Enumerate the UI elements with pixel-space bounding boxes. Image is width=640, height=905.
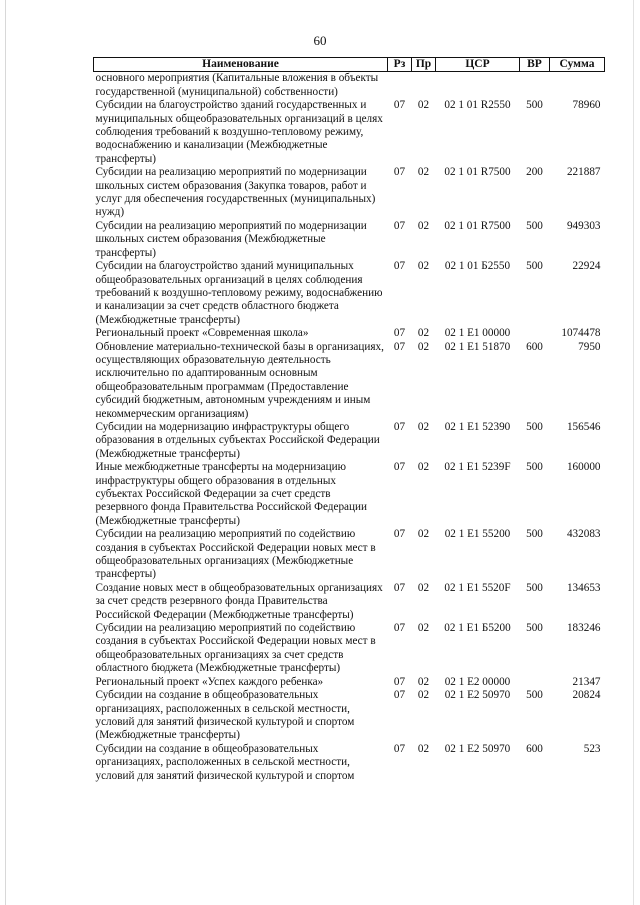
- header-sum: Сумма: [550, 58, 605, 72]
- cell-pr: 02: [417, 166, 430, 179]
- cell-sum: 134653: [566, 581, 601, 594]
- cell-sum: 949303: [566, 219, 601, 232]
- cell-sum: 1074478: [561, 327, 601, 340]
- cell-name: Создание новых мест в общеобразовательных организациях за счет средств резервного фонда Правительства Российской Федерации (Межбюджетные трансферты): [95, 581, 383, 621]
- cell-name: Субсидии на благоустройство зданий муниципальных общеобразовательных организаций в целях соблюдения требований к воздушно-тепловому режиму, водоснабжению и канализации за счет средств областного бюджета (Межбюджетные трансферты): [95, 260, 383, 326]
- cell-csr: 02 1 Е1 52390: [444, 420, 511, 433]
- scan-edge-left: [5, 0, 6, 905]
- table-row: [94, 528, 605, 582]
- cell-rz: 07: [393, 675, 406, 688]
- cell-rz: 07: [393, 340, 406, 353]
- cell-vr: 500: [526, 99, 543, 112]
- cell-pr: 02: [417, 260, 430, 273]
- cell-sum: 183246: [566, 622, 601, 635]
- table-row: [94, 260, 605, 327]
- table-row: [94, 327, 605, 340]
- cell-sum: 7950: [578, 340, 601, 353]
- table-row: [94, 743, 605, 783]
- table-body: [94, 72, 605, 783]
- cell-rz: 07: [393, 528, 406, 541]
- cell-csr: 02 1 Е1 00000: [444, 327, 511, 340]
- table-row: [94, 461, 605, 528]
- cell-pr: 02: [417, 327, 430, 340]
- table-header-row: [94, 58, 605, 72]
- cell-sum: 523: [583, 742, 601, 755]
- cell-rz: 07: [393, 420, 406, 433]
- cell-rz: 07: [393, 689, 406, 702]
- cell-name: Субсидии на реализацию мероприятий по модернизации школьных систем образования (Межбюджетные трансферты): [95, 219, 367, 259]
- cell-vr: 500: [526, 581, 543, 594]
- header-pr: Пр: [412, 58, 436, 72]
- cell-vr: 500: [526, 528, 543, 541]
- header-name: Наименование: [94, 58, 388, 72]
- cell-rz: 07: [393, 166, 406, 179]
- cell-vr: 600: [526, 340, 543, 353]
- cell-name: Субсидии на благоустройство зданий государственных и муниципальных общеобразовательных организаций в целях соблюдения требований к воздушно-тепловому режиму, водоснабжению и канализации (Межбюджетные трансферты): [95, 99, 383, 165]
- table-row: [94, 99, 605, 166]
- cell-sum: 78960: [572, 99, 601, 112]
- cell-csr: 02 1 Е1 55200: [444, 528, 511, 541]
- table-row: [94, 622, 605, 676]
- cell-sum: 160000: [566, 461, 601, 474]
- cell-pr: 02: [417, 622, 430, 635]
- header-rz: Рз: [388, 58, 412, 72]
- cell-rz: [388, 72, 412, 99]
- cell-vr: 500: [526, 219, 543, 232]
- cell-rz: 07: [393, 99, 406, 112]
- cell-rz: 07: [393, 622, 406, 635]
- table-row: [94, 72, 605, 99]
- cell-rz: 07: [393, 581, 406, 594]
- header-vr: ВР: [520, 58, 550, 72]
- cell-name: Субсидии на создание в общеобразовательных организациях, расположенных в сельской местности, условий для занятий физической культурой и спортом: [95, 742, 355, 782]
- cell-pr: 02: [417, 528, 430, 541]
- cell-csr: [436, 72, 520, 99]
- cell-pr: 02: [417, 420, 430, 433]
- cell-name: Субсидии на реализацию мероприятий по содействию создания в субъектах Российской Федерации новых мест в общеобразовательных организациях за счет средств областного бюджета (Межбюджетные трансферты): [95, 622, 376, 675]
- cell-csr: 02 1 Е1 5239F: [444, 461, 511, 474]
- table-row: [94, 689, 605, 743]
- cell-vr: [520, 676, 550, 689]
- cell-csr: 02 1 01 R7500: [444, 166, 511, 179]
- table-row: [94, 220, 605, 260]
- cell-sum: 221887: [566, 166, 601, 179]
- cell-rz: 07: [393, 461, 406, 474]
- cell-name: Иные межбюджетные трансферты на модернизацию инфраструктуры общего образования в отдельных субъектах Российской Федерации за счет средств резервного фонда Правительства Российской Федерации (Межбюджетные трансферты): [95, 461, 367, 527]
- cell-csr: 02 1 01 R2550: [444, 99, 511, 112]
- table-row: [94, 582, 605, 622]
- table-row: [94, 421, 605, 461]
- cell-pr: 02: [417, 581, 430, 594]
- cell-vr: [520, 327, 550, 340]
- cell-pr: 02: [417, 689, 430, 702]
- cell-csr: 02 1 01 R7500: [444, 219, 511, 232]
- cell-name: Субсидии на реализацию мероприятий по модернизации школьных систем образования (Закупка товаров, работ и услуг для обеспечения государственных (муниципальных) нужд): [95, 166, 376, 219]
- page-number: 60: [313, 33, 327, 48]
- cell-csr: 02 1 Е2 00000: [444, 675, 511, 688]
- cell-pr: 02: [417, 675, 430, 688]
- cell-sum: 156546: [566, 420, 601, 433]
- cell-name: основного мероприятия (Капитальные вложения в объекты государственной (муниципальной) собственности): [95, 72, 379, 98]
- cell-sum: 432083: [566, 528, 601, 541]
- cell-sum: 20824: [572, 689, 601, 702]
- cell-sum: 22924: [572, 260, 601, 273]
- cell-vr: 500: [526, 420, 543, 433]
- cell-pr: 02: [417, 99, 430, 112]
- cell-pr: 02: [417, 461, 430, 474]
- budget-table: [93, 57, 605, 783]
- cell-rz: 07: [393, 219, 406, 232]
- cell-sum: [550, 72, 605, 99]
- cell-pr: 02: [417, 340, 430, 353]
- cell-vr: 500: [526, 622, 543, 635]
- table-row: [94, 166, 605, 220]
- cell-csr: 02 1 01 Б2550: [444, 260, 511, 273]
- cell-vr: 200: [526, 166, 543, 179]
- cell-csr: 02 1 Е1 51870: [444, 340, 511, 353]
- cell-csr: 02 1 Е1 5520F: [444, 581, 511, 594]
- cell-name: Обновление материально-технической базы в организациях, осуществляющих образовательную деятельность исключительно по адаптированным основным общеобразовательным программам (Предоставление субсидий бюджетным, автономным учреждениям и иным некоммерческим организациям): [95, 340, 384, 420]
- cell-vr: 500: [526, 689, 543, 702]
- cell-name: Субсидии на создание в общеобразовательных организациях, расположенных в сельской местности, условий для занятий физической культурой и спортом (Межбюджетные трансферты): [95, 689, 355, 742]
- table-row: [94, 341, 605, 421]
- cell-name: Субсидии на реализацию мероприятий по содействию создания в субъектах Российской Федерации новых мест в общеобразовательных организациях (Межбюджетные трансферты): [95, 528, 376, 581]
- cell-csr: 02 1 Е1 Б5200: [444, 622, 511, 635]
- cell-vr: [520, 72, 550, 99]
- cell-rz: 07: [393, 327, 406, 340]
- table-row: [94, 676, 605, 689]
- cell-pr: 02: [417, 219, 430, 232]
- cell-vr: 600: [526, 742, 543, 755]
- cell-name: Субсидии на модернизацию инфраструктуры общего образования в отдельных субъектах Российской Федерации (Межбюджетные трансферты): [95, 420, 380, 460]
- cell-rz: 07: [393, 742, 406, 755]
- cell-pr: [412, 72, 436, 99]
- cell-vr: 500: [526, 260, 543, 273]
- scan-edge-right: [633, 0, 634, 905]
- cell-name: Региональный проект «Успех каждого ребенка»: [95, 675, 324, 688]
- cell-vr: 500: [526, 461, 543, 474]
- cell-csr: 02 1 Е2 50970: [444, 742, 511, 755]
- header-csr: ЦСР: [436, 58, 520, 72]
- cell-rz: 07: [393, 260, 406, 273]
- cell-name: Региональный проект «Современная школа»: [95, 327, 309, 340]
- cell-pr: 02: [417, 742, 430, 755]
- cell-csr: 02 1 Е2 50970: [444, 689, 511, 702]
- cell-sum: 21347: [572, 675, 601, 688]
